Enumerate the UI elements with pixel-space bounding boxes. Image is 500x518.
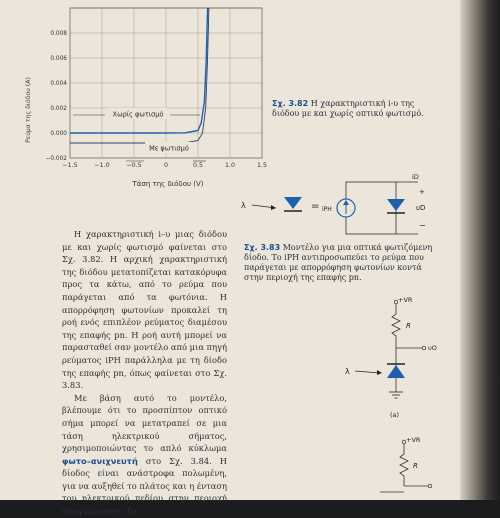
photodetector-circuit-b bbox=[340, 430, 450, 500]
y-tick-label: 0.000 bbox=[50, 131, 67, 137]
vr-label-a: +VR bbox=[398, 296, 413, 304]
vr-label-b: +VR bbox=[406, 436, 421, 444]
figure-3-83-label: Σχ. 3.83 bbox=[244, 243, 281, 252]
figure-3-83-caption bbox=[244, 243, 434, 283]
y-tick-label: 0.004 bbox=[50, 81, 67, 87]
light-arrowhead-a bbox=[377, 370, 382, 375]
vd-label: υD bbox=[416, 204, 426, 212]
paragraph-1: Η χαρακτηριστική i–υ μιας διόδου με και χωρίς φωτισμό φαίνεται στο Σχ. 3.82. Η αρχική χαρακτηριστική της διόδου μετατοπίζεται κατακόρυφα προς τα κάτω, από το ρεύμα που παράγεται από τα φωτόνια. Η απορρόφηση φωτονίων προκαλεί τη ροή ενός επιπλέον ρεύματος διαμέσου της επαφής pn. Η ροή αυτή μπορεί να παρασταθεί σαν μοντέλο από μια πηγή ρεύματος iPH παράλληλα με τη δίοδο της επαφής pn, όπως φαίνεται στο Σχ. 3.83. bbox=[62, 229, 227, 391]
diode-symbol-a bbox=[387, 365, 405, 378]
output-terminal-b bbox=[428, 484, 432, 488]
x-axis-label: Τάση της διόδου (V) bbox=[132, 180, 204, 188]
r-label-b: R bbox=[413, 462, 418, 470]
minus-label: − bbox=[419, 221, 426, 230]
paragraph-2-start: Με βάση αυτό το μοντέλο, βλέπουμε ότι το προσπίπτον οπτικό σήμα μπορεί να μετατραπεί σε μια τάση ηλεκτρικού σήματος, χρησιμοποιώντας το απλό κύκλωμα bbox=[62, 392, 227, 454]
figure-3-82-label: Σχ. 3.82 bbox=[272, 99, 309, 108]
subfigure-a-label: (a) bbox=[390, 411, 400, 419]
light-arrow-a bbox=[355, 371, 380, 373]
plus-label: + bbox=[419, 188, 425, 196]
diode-symbol-1 bbox=[284, 197, 302, 209]
page-edge-shadow bbox=[460, 0, 500, 500]
equals-sign: = bbox=[311, 201, 320, 212]
paragraph-2 bbox=[62, 392, 227, 518]
resistor-a bbox=[392, 304, 400, 348]
y-tick-label: 0.006 bbox=[50, 56, 67, 62]
resistor-b bbox=[400, 444, 408, 486]
y-tick-label: 0.008 bbox=[50, 31, 67, 37]
photodetector-circuit-a bbox=[340, 292, 450, 422]
photodiode-model-circuit bbox=[236, 170, 436, 240]
lambda-label-a: λ bbox=[345, 367, 350, 376]
figure-3-82-text: Η χαρακτηριστική i-υ της διόδου με και χωρίς οπτικό φωτισμό. bbox=[272, 99, 424, 118]
x-tick-label: −1.0 bbox=[94, 162, 110, 169]
x-tick-label: 1.0 bbox=[224, 162, 236, 169]
chart-series bbox=[70, 8, 209, 143]
y-axis-label: Ρεύμα της διόδου (A) bbox=[25, 77, 32, 143]
y-tick-label: −0.002 bbox=[45, 156, 67, 162]
output-terminal-a bbox=[422, 346, 426, 350]
series-line-light bbox=[70, 8, 209, 143]
lambda-label-1: λ bbox=[241, 201, 246, 210]
figure-3-82-caption bbox=[272, 99, 432, 119]
iph-label: iPH bbox=[322, 206, 332, 213]
x-tick-label: 0 bbox=[163, 162, 169, 169]
x-tick-label: −1.5 bbox=[62, 162, 78, 169]
x-tick-label: 0.5 bbox=[192, 162, 204, 169]
chart-grid bbox=[70, 8, 262, 158]
body-text bbox=[62, 228, 227, 518]
y-tick-label: 0.002 bbox=[50, 106, 67, 112]
paragraph-2-term: φωτο–ανιχνευτή bbox=[62, 455, 138, 466]
id-label: iD bbox=[412, 173, 419, 181]
annotation-dark: Χωρίς φωτισμό bbox=[112, 110, 164, 119]
x-tick-label: −0.5 bbox=[126, 162, 142, 169]
paragraph-2-end: στο Σχ. 3.84. Η δίοδος είναι ανάστροφα πολωμένη, για να αυξηθεί το πλάτος και η ένταση του ηλεκτρικού πεδίου στην περιοχή απογύμνωσης. Το bbox=[62, 455, 228, 517]
annotation-light: Με φωτισμό bbox=[149, 144, 189, 153]
figure-3-83-text: Μοντέλο για μια οπτικά φωτιζόμενη δίοδο. Το iPH αντιπροσωπεύει το ρεύμα που παράγεται με απορρόφηση φωτονίων κοντά στην περιοχή της επαφής pn. bbox=[244, 243, 433, 282]
r-label-a: R bbox=[406, 322, 411, 330]
light-arrowhead-1 bbox=[271, 205, 276, 210]
diode-symbol-2 bbox=[387, 199, 405, 211]
x-tick-label: 1.5 bbox=[256, 162, 268, 169]
vo-label-a: υO bbox=[428, 344, 437, 352]
